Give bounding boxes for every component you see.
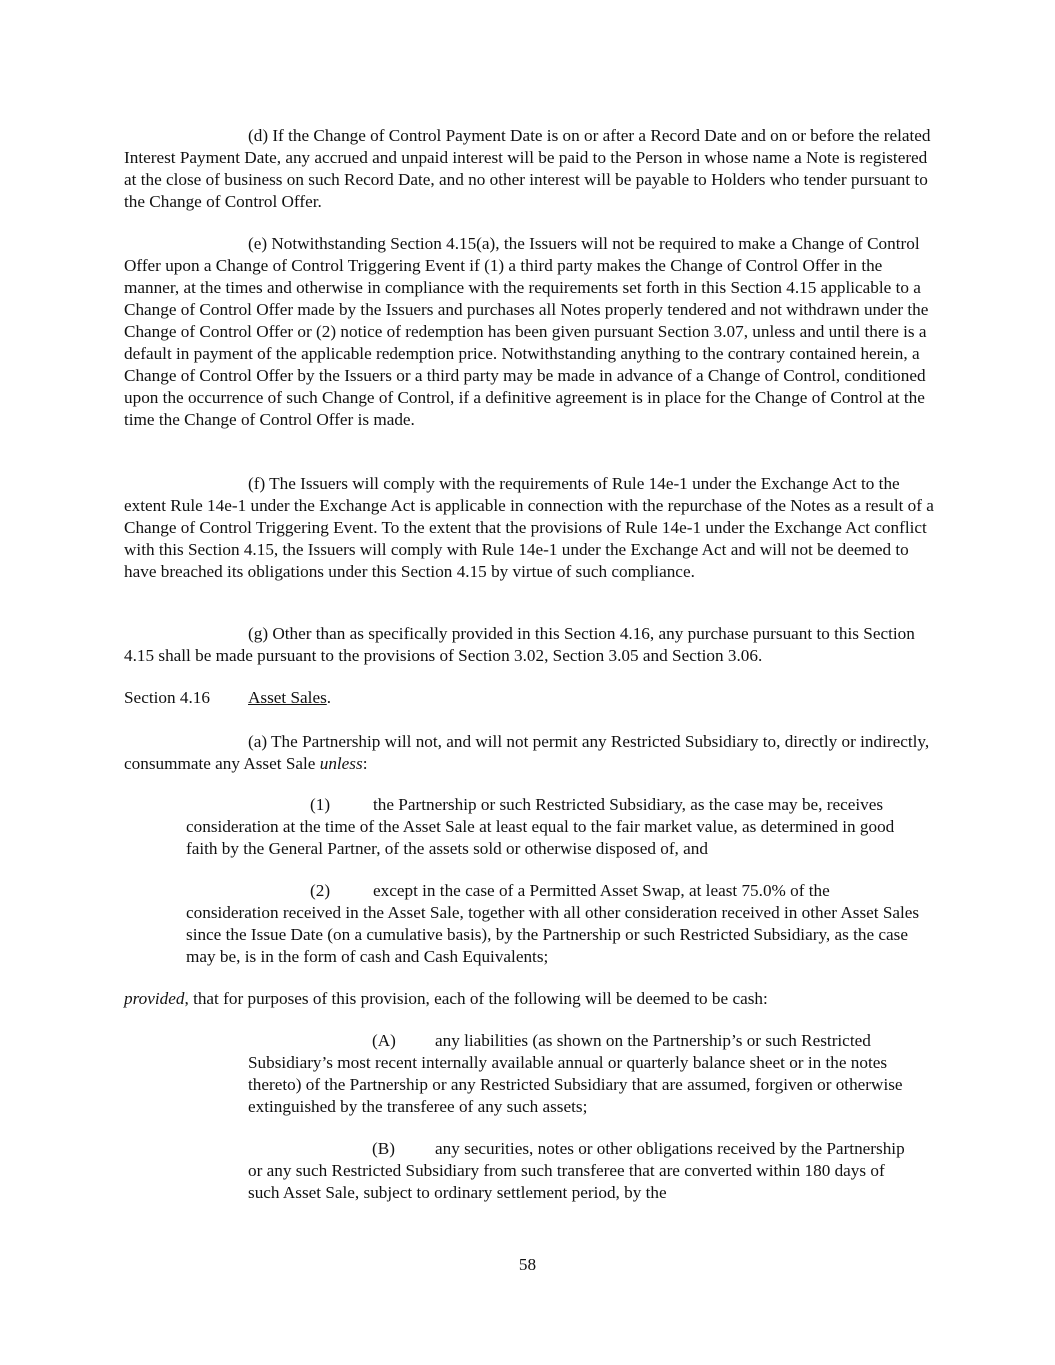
page-number: 58 xyxy=(518,1255,537,1274)
proviso: provided, that for purposes of this provision, each of the following will be deemed to be cash: xyxy=(124,989,768,1008)
section-heading: Section 4.16 Asset Sales. xyxy=(124,688,332,707)
paragraph-d: (d) If the Change of Control Payment Date is on or after a Record Date and on or before the related Interest Payment Date, any accrued and unpaid interest will be paid to the Person in whose name a Note is registered at the close of business on such Record Date, and no other interest will be payable to Holders who tender pursuant to the Change of Control Offer. xyxy=(124,126,931,211)
paragraph-f: (f) The Issuers will comply with the requirements of Rule 14e-1 under the Exchange Act to the extent Rule 14e-1 under the Exchange Act is applicable in connection with the repurchase of the Notes as a result of a Change of Control Triggering Event. To the extent that the provisions of Rule 14e-1 under the Exchange Act conflict with this Section 4.15, the Issuers will comply with Rule 14e-1 under the Exchange Act and will not be deemed to have breached its obligations under this Section 4.15 by virtue of such compliance. xyxy=(124,474,934,581)
paragraph-e: (e) Notwithstanding Section 4.15(a), the Issuers will not be required to make a Change of Control Offer upon a Change of Control Triggering Event if (1) a third party makes the Change of Control Offer in the manner, at the times and otherwise in compliance with the requirements set forth in this Section 4.15 applicable to a Change of Control Offer made by the Issuers and purchases all Notes properly tendered and not withdrawn under the Change of Control Offer or (2) notice of redemption has been given pursuant Section 3.07, unless and until there is a default in payment of the applicable redemption price. Notwithstanding anything to the contrary contained herein, a Change of Control Offer by the Issuers or a third party may be made in advance of a Change of Control, conditioned upon the occurrence of such Change of Control, if a definitive agreement is in place for the Change of Control at the time the Change of Control Offer is made. xyxy=(124,234,929,429)
item-number: (A) xyxy=(372,1031,396,1050)
item-number: (2) xyxy=(310,881,331,900)
sub-list-item: (A) any liabilities (as shown on the Partnership’s or such Restricted Subsidiary’s most recent internally available annual or quarterly balance sheet or in the notes thereto) of the Partnership or any Restricted Subsidiary that are assumed, forgiven or otherwise extinguished by the transferee of any such assets; xyxy=(248,1031,903,1116)
item-number: (B) xyxy=(372,1139,395,1158)
section-number: Section 4.16 xyxy=(124,688,210,707)
section-title: Asset Sales xyxy=(248,688,327,707)
paragraph-g: (g) Other than as specifically provided in this Section 4.16, any purchase pursuant to this Section 4.15 shall be made pursuant to the provisions of Section 3.02, Section 3.05 and Section 3.06. xyxy=(124,624,915,665)
sub-list-item: (B) any securities, notes or other obligations received by the Partnership or any such Restricted Subsidiary from such transferee that are converted within 180 days of such Asset Sale, subject to ordinary settlement period, by the xyxy=(248,1139,905,1202)
list-item: (2) except in the case of a Permitted Asset Swap, at least 75.0% of the consideration received in the Asset Sale, together with all other consideration received in other Asset Sales since the Issue Date (on a cumulative basis), by the Partnership or such Restricted Subsidiary, as the case may be, is in the form of cash and Cash Equivalents; xyxy=(186,881,920,966)
paragraph-a: (a) The Partnership will not, and will not permit any Restricted Subsidiary to, directly or indirectly, consummate any Asset Sale unless: xyxy=(124,732,930,773)
list-item: (1) the Partnership or such Restricted Subsidiary, as the case may be, receives consideration at the time of the Asset Sale at least equal to the fair market value, as determined in good faith by the General Partner, of the assets sold or otherwise disposed of, and xyxy=(186,795,895,858)
item-number: (1) xyxy=(310,795,331,814)
